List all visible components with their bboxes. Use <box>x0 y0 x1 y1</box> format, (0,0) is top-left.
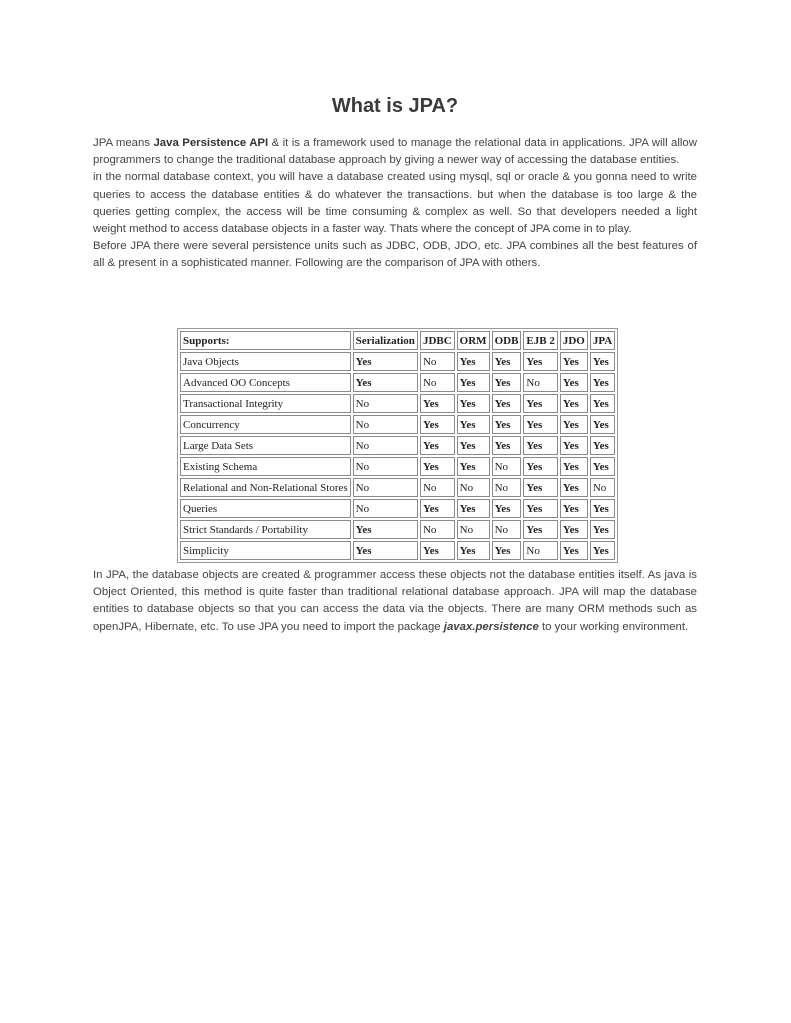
page-title: What is JPA? <box>331 95 459 117</box>
value-cell: No <box>523 373 557 392</box>
value-cell: No <box>420 352 455 371</box>
value-cell: Yes <box>560 415 588 434</box>
table-header-cell: Supports: <box>180 331 351 350</box>
value-cell: No <box>420 520 455 539</box>
value-cell: No <box>457 520 490 539</box>
value-cell: Yes <box>420 499 455 518</box>
value-cell: Yes <box>560 499 588 518</box>
value-cell: No <box>420 478 455 497</box>
table-header-cell: JDO <box>560 331 588 350</box>
value-cell: Yes <box>590 499 615 518</box>
table-body <box>180 352 615 560</box>
value-cell: Yes <box>523 415 557 434</box>
comparison-table <box>177 328 618 563</box>
value-cell: Yes <box>560 520 588 539</box>
value-cell: Yes <box>560 394 588 413</box>
value-cell: Yes <box>590 352 615 371</box>
value-cell: Yes <box>420 436 455 455</box>
table-row <box>180 520 615 539</box>
value-cell: Yes <box>457 394 490 413</box>
value-cell: Yes <box>560 436 588 455</box>
value-cell: No <box>353 478 418 497</box>
outro-paragraph <box>93 567 697 636</box>
value-cell: Yes <box>590 541 615 560</box>
value-cell: Yes <box>590 373 615 392</box>
value-cell: No <box>492 478 522 497</box>
value-cell: No <box>353 415 418 434</box>
value-cell: No <box>457 478 490 497</box>
table-row <box>180 415 615 434</box>
feature-cell: Transactional Integrity <box>180 394 351 413</box>
value-cell: Yes <box>523 457 557 476</box>
intro-paragraph-1 <box>93 135 697 169</box>
value-cell: Yes <box>457 457 490 476</box>
value-cell: Yes <box>420 457 455 476</box>
value-cell: Yes <box>560 541 588 560</box>
value-cell: Yes <box>523 478 557 497</box>
value-cell: No <box>492 520 522 539</box>
value-cell: Yes <box>420 541 455 560</box>
table-row <box>180 373 615 392</box>
table-row <box>180 541 615 560</box>
value-cell: Yes <box>523 352 557 371</box>
comparison-table-wrapper <box>177 328 618 563</box>
value-cell: Yes <box>353 352 418 371</box>
value-cell: Yes <box>560 373 588 392</box>
value-cell: Yes <box>457 541 490 560</box>
table-row <box>180 436 615 455</box>
value-cell: Yes <box>492 436 522 455</box>
intro-section <box>93 135 697 273</box>
value-cell: Yes <box>492 415 522 434</box>
table-header-cell: ORM <box>457 331 490 350</box>
value-cell: Yes <box>457 436 490 455</box>
table-row <box>180 394 615 413</box>
value-cell: Yes <box>590 457 615 476</box>
value-cell: Yes <box>420 394 455 413</box>
feature-cell: Large Data Sets <box>180 436 351 455</box>
feature-cell: Java Objects <box>180 352 351 371</box>
table-row <box>180 499 615 518</box>
value-cell: Yes <box>560 478 588 497</box>
value-cell: Yes <box>590 415 615 434</box>
feature-cell: Simplicity <box>180 541 351 560</box>
table-row <box>180 478 615 497</box>
value-cell: Yes <box>353 520 418 539</box>
value-cell: Yes <box>523 436 557 455</box>
value-cell: Yes <box>457 499 490 518</box>
table-row <box>180 352 615 371</box>
intro-p1-suffix: & it is a framework used to manage the relational data in applications. JPA will allow programmers to change the traditional database approach by giving a newer way of accessing the database entities. <box>93 137 697 167</box>
outro-suffix: to your working environment. <box>538 620 689 633</box>
value-cell: Yes <box>590 436 615 455</box>
feature-cell: Advanced OO Concepts <box>180 373 351 392</box>
value-cell: Yes <box>523 499 557 518</box>
value-cell: No <box>353 457 418 476</box>
value-cell: Yes <box>523 520 557 539</box>
value-cell: Yes <box>353 373 418 392</box>
value-cell: Yes <box>560 352 588 371</box>
value-cell: No <box>523 541 557 560</box>
value-cell: Yes <box>353 541 418 560</box>
feature-cell: Relational and Non-Relational Stores <box>180 478 351 497</box>
intro-paragraph-3: Before JPA there were several persistence units such as JDBC, ODB, JDO, etc. JPA combines all the best features of all & present in a sophisticated manner. Following are the comparison of JPA with others. <box>93 240 697 270</box>
value-cell: No <box>353 394 418 413</box>
table-header-cell: ODB <box>492 331 522 350</box>
value-cell: Yes <box>457 415 490 434</box>
value-cell: Yes <box>523 394 557 413</box>
table-header-cell: JDBC <box>420 331 455 350</box>
value-cell: Yes <box>457 373 490 392</box>
table-header-cell: EJB 2 <box>523 331 557 350</box>
value-cell: No <box>492 457 522 476</box>
outro-section <box>93 567 697 636</box>
value-cell: No <box>420 373 455 392</box>
intro-p1-prefix: JPA means <box>93 137 154 149</box>
table-header-cell: JPA <box>590 331 615 350</box>
value-cell: Yes <box>560 457 588 476</box>
feature-cell: Strict Standards / Portability <box>180 520 351 539</box>
table-row <box>180 457 615 476</box>
table-header-row <box>180 331 615 350</box>
intro-paragraph-2: in the normal database context, you will have a database created using mysql, sql or oracle & you gonna need to write queries to access the database entities & do whatever the transactions. but when the database is too large & the queries getting complex, the access will be time consuming & complex as well. So that developers needed a light weight method to access database objects in a faster way. Thats where the concept of JPA come in to play. <box>93 171 697 236</box>
value-cell: No <box>353 436 418 455</box>
table-header-cell: Serialization <box>353 331 418 350</box>
value-cell: Yes <box>492 373 522 392</box>
value-cell: Yes <box>492 499 522 518</box>
value-cell: Yes <box>492 541 522 560</box>
value-cell: Yes <box>457 352 490 371</box>
value-cell: No <box>590 478 615 497</box>
value-cell: No <box>353 499 418 518</box>
value-cell: Yes <box>590 520 615 539</box>
outro-package-name: javax.persistence <box>443 620 539 633</box>
value-cell: Yes <box>420 415 455 434</box>
value-cell: Yes <box>492 394 522 413</box>
feature-cell: Concurrency <box>180 415 351 434</box>
intro-p1-bold: Java Persistence API <box>153 137 269 149</box>
value-cell: Yes <box>590 394 615 413</box>
feature-cell: Existing Schema <box>180 457 351 476</box>
value-cell: Yes <box>492 352 522 371</box>
feature-cell: Queries <box>180 499 351 518</box>
outro-text: In JPA, the database objects are created & programmer access these objects not the database entities itself. As java is Object Oriented, this method is quite faster than traditional relational database approach. JPA will map the database entities to database objects so that you can access the data via the objects. There are many ORM methods such as openJPA, Hibernate, etc. To use JPA you need to import the package <box>93 569 697 633</box>
